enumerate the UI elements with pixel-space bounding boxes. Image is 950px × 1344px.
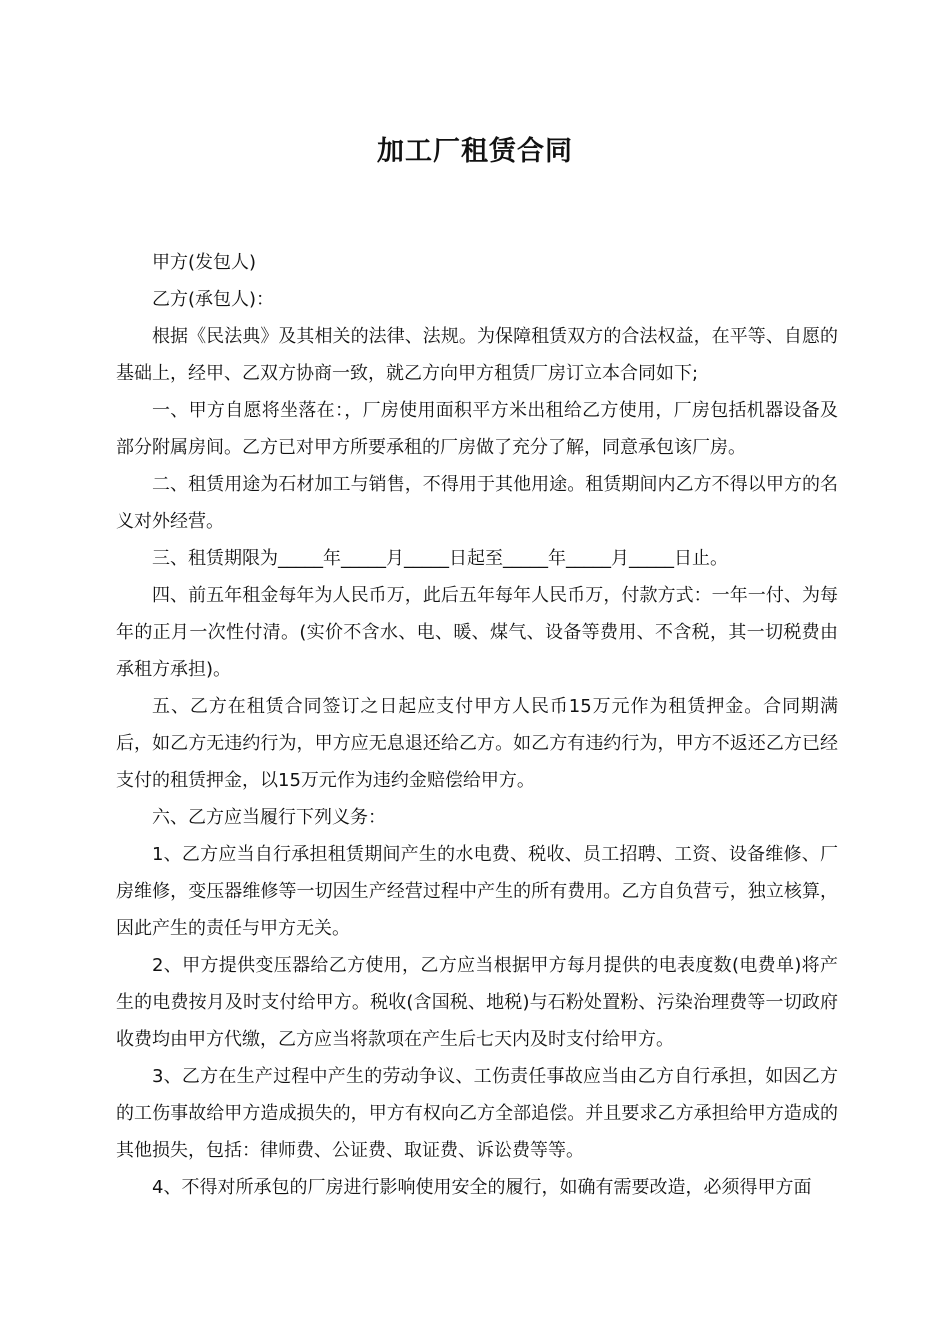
preamble-paragraph: 根据《民法典》及其相关的法律、法规。为保障租赁双方的合法权益，在平等、自愿的基础上，经甲、乙双方协商一致，就乙方向甲方租赁厂房订立本合同如下; — [116, 326, 838, 384]
clause-5-paragraph: 五、乙方在租赁合同签订之日起应支付甲方人民币15万元作为租赁押金。合同期满后，如乙方无违约行为，甲方应无息退还给乙方。如乙方有违约行为，甲方不返还乙方已经支付的租赁押金，以15万元作为违约金赔偿给甲方。 — [116, 696, 838, 791]
clause-3-paragraph: 三、租赁期限为_____年_____月_____日起至_____年_____月_____日止。 — [152, 548, 728, 569]
clause-1-paragraph: 一、甲方自愿将坐落在：，厂房使用面积平方米出租给乙方使用，厂房包括机器设备及部分附属房间。乙方已对甲方所要承租的厂房做了充分了解，同意承包该厂房。 — [116, 400, 838, 458]
obligation-1-paragraph: 1、乙方应当自行承担租赁期间产生的水电费、税收、员工招聘、工资、设备维修、厂房维修，变压器维修等一切因生产经营过程中产生的所有费用。乙方自负营亏，独立核算，因此产生的责任与甲方无关。 — [116, 844, 838, 939]
clause-2-paragraph: 二、租赁用途为石材加工与销售，不得用于其他用途。租赁期间内乙方不得以甲方的名义对外经营。 — [116, 474, 838, 532]
obligation-3-paragraph: 3、乙方在生产过程中产生的劳动争议、工伤责任事故应当由乙方自行承担，如因乙方的工伤事故给甲方造成损失的，甲方有权向乙方全部追偿。并且要求乙方承担给甲方造成的其他损失，包括：律师费、公证费、取证费、诉讼费等等。 — [116, 1066, 838, 1161]
obligation-2-paragraph: 2、甲方提供变压器给乙方使用，乙方应当根据甲方每月提供的电表度数(电费单)将产生的电费按月及时支付给甲方。税收(含国税、地税)与石粉处置粉、污染治理费等一切政府收费均由甲方代缴，乙方应当将款项在产生后七天内及时支付给甲方。 — [116, 955, 838, 1050]
document-title: 加工厂租赁合同 — [377, 136, 573, 167]
contract-body — [116, 244, 838, 1206]
clause-4-paragraph: 四、前五年租金每年为人民币万，此后五年每年人民币万，付款方式：一年一付、为每年的正月一次性付清。(实价不含水、电、暖、煤气、设备等费用、不含税，其一切税费由承租方承担)。 — [116, 585, 838, 680]
obligation-4-paragraph: 4、不得对所承包的厂房进行影响使用安全的履行，如确有需要改造，必须得甲方面 — [152, 1177, 812, 1198]
party-a-line: 甲方(发包人) — [152, 252, 257, 273]
party-b-line: 乙方(承包人)： — [152, 289, 275, 310]
clause-6-heading: 六、乙方应当履行下列义务： — [152, 807, 386, 828]
